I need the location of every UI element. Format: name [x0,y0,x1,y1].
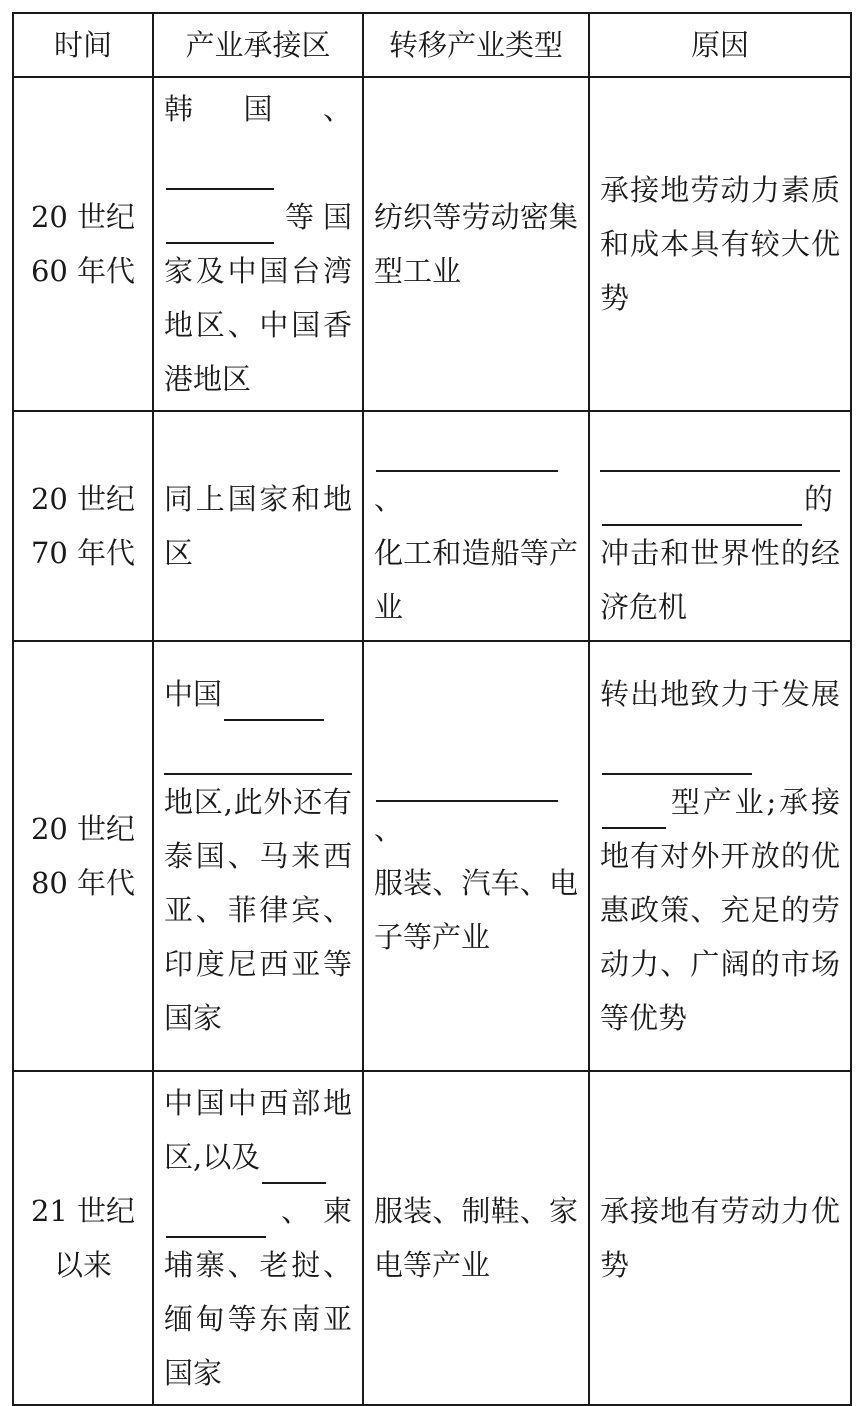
table-row [13,641,851,1071]
region-text-a: 韩国、 [164,92,352,126]
fill-blank[interactable] [602,787,666,829]
fill-blank[interactable] [166,148,274,190]
reason-cell [589,641,851,1071]
industry-text: 服装、汽车、电子等产业 [374,866,578,954]
fill-blank[interactable] [164,733,352,775]
industry-transfer-table [12,12,852,1406]
fill-blank[interactable] [166,202,274,244]
reason-text-b: 冲击和世界性的经济危机 [600,536,840,624]
reason-text-b: 型产业;承接地有对外开放的优惠政策、充足的劳动力、广阔的市场等优势 [600,785,840,1035]
fill-blank[interactable] [166,1196,266,1238]
region-cell [153,1071,363,1405]
industry-cell [363,411,589,641]
fill-blank[interactable] [376,760,558,802]
fill-blank[interactable] [602,484,802,526]
fill-blank[interactable] [262,1142,326,1184]
industry-separator: 、 [374,482,404,516]
time-cell [13,411,153,641]
header-reason: 原因 [589,13,851,77]
region-text: 同上国家和地区 [164,482,352,570]
region-cell [153,411,363,641]
fill-blank[interactable] [602,733,752,775]
time-decade: 60 年代 [30,254,136,288]
reason-text-a: 的 [804,482,834,516]
region-text-b: 、柬埔寨、老挝、缅甸等东南亚国家 [164,1194,352,1390]
region-text-b: 等国家及中国台湾地区、中国香港地区 [164,200,352,396]
reason-cell [589,1071,851,1405]
industry-cell [363,641,589,1071]
time-cell [13,641,153,1071]
time-century: 20 世纪 [30,482,136,516]
reason-text: 承接地有劳动力优势 [600,1194,840,1282]
reason-cell [589,411,851,641]
time-cell [13,1071,153,1405]
region-text-a: 中国 [164,677,223,711]
header-industry-type: 转移产业类型 [363,13,589,77]
region-text-b: 地区,此外还有泰国、马来西亚、菲律宾、印度尼西亚等国家 [164,785,352,1035]
table-row [13,77,851,411]
time-decade: 70 年代 [30,536,136,570]
region-cell [153,641,363,1071]
industry-separator: 、 [374,812,404,846]
fill-blank[interactable] [600,430,840,472]
time-cell [13,77,153,411]
header-region: 产业承接区 [153,13,363,77]
time-century: 21 世纪 [30,1194,136,1228]
industry-text: 化工和造船等产业 [374,536,578,624]
industry-text: 服装、制鞋、家电等产业 [374,1194,578,1282]
header-time: 时间 [13,13,153,77]
industry-text: 纺织等劳动密集型工业 [374,200,578,288]
time-decade: 80 年代 [30,866,136,900]
table-row [13,1071,851,1405]
time-decade: 以来 [53,1248,112,1282]
reason-text: 承接地劳动力素质和成本具有较大优势 [600,173,840,315]
fill-blank[interactable] [376,430,558,472]
table-row [13,411,851,641]
reason-text-a: 转出地致力于发展 [600,677,840,711]
industry-cell [363,77,589,411]
time-century: 20 世纪 [30,812,136,846]
region-cell [153,77,363,411]
reason-cell [589,77,851,411]
industry-cell [363,1071,589,1405]
header-row [13,13,851,77]
fill-blank[interactable] [224,679,324,721]
region-text-a: 中国中西部地区,以及 [164,1086,352,1174]
time-century: 20 世纪 [30,200,136,234]
